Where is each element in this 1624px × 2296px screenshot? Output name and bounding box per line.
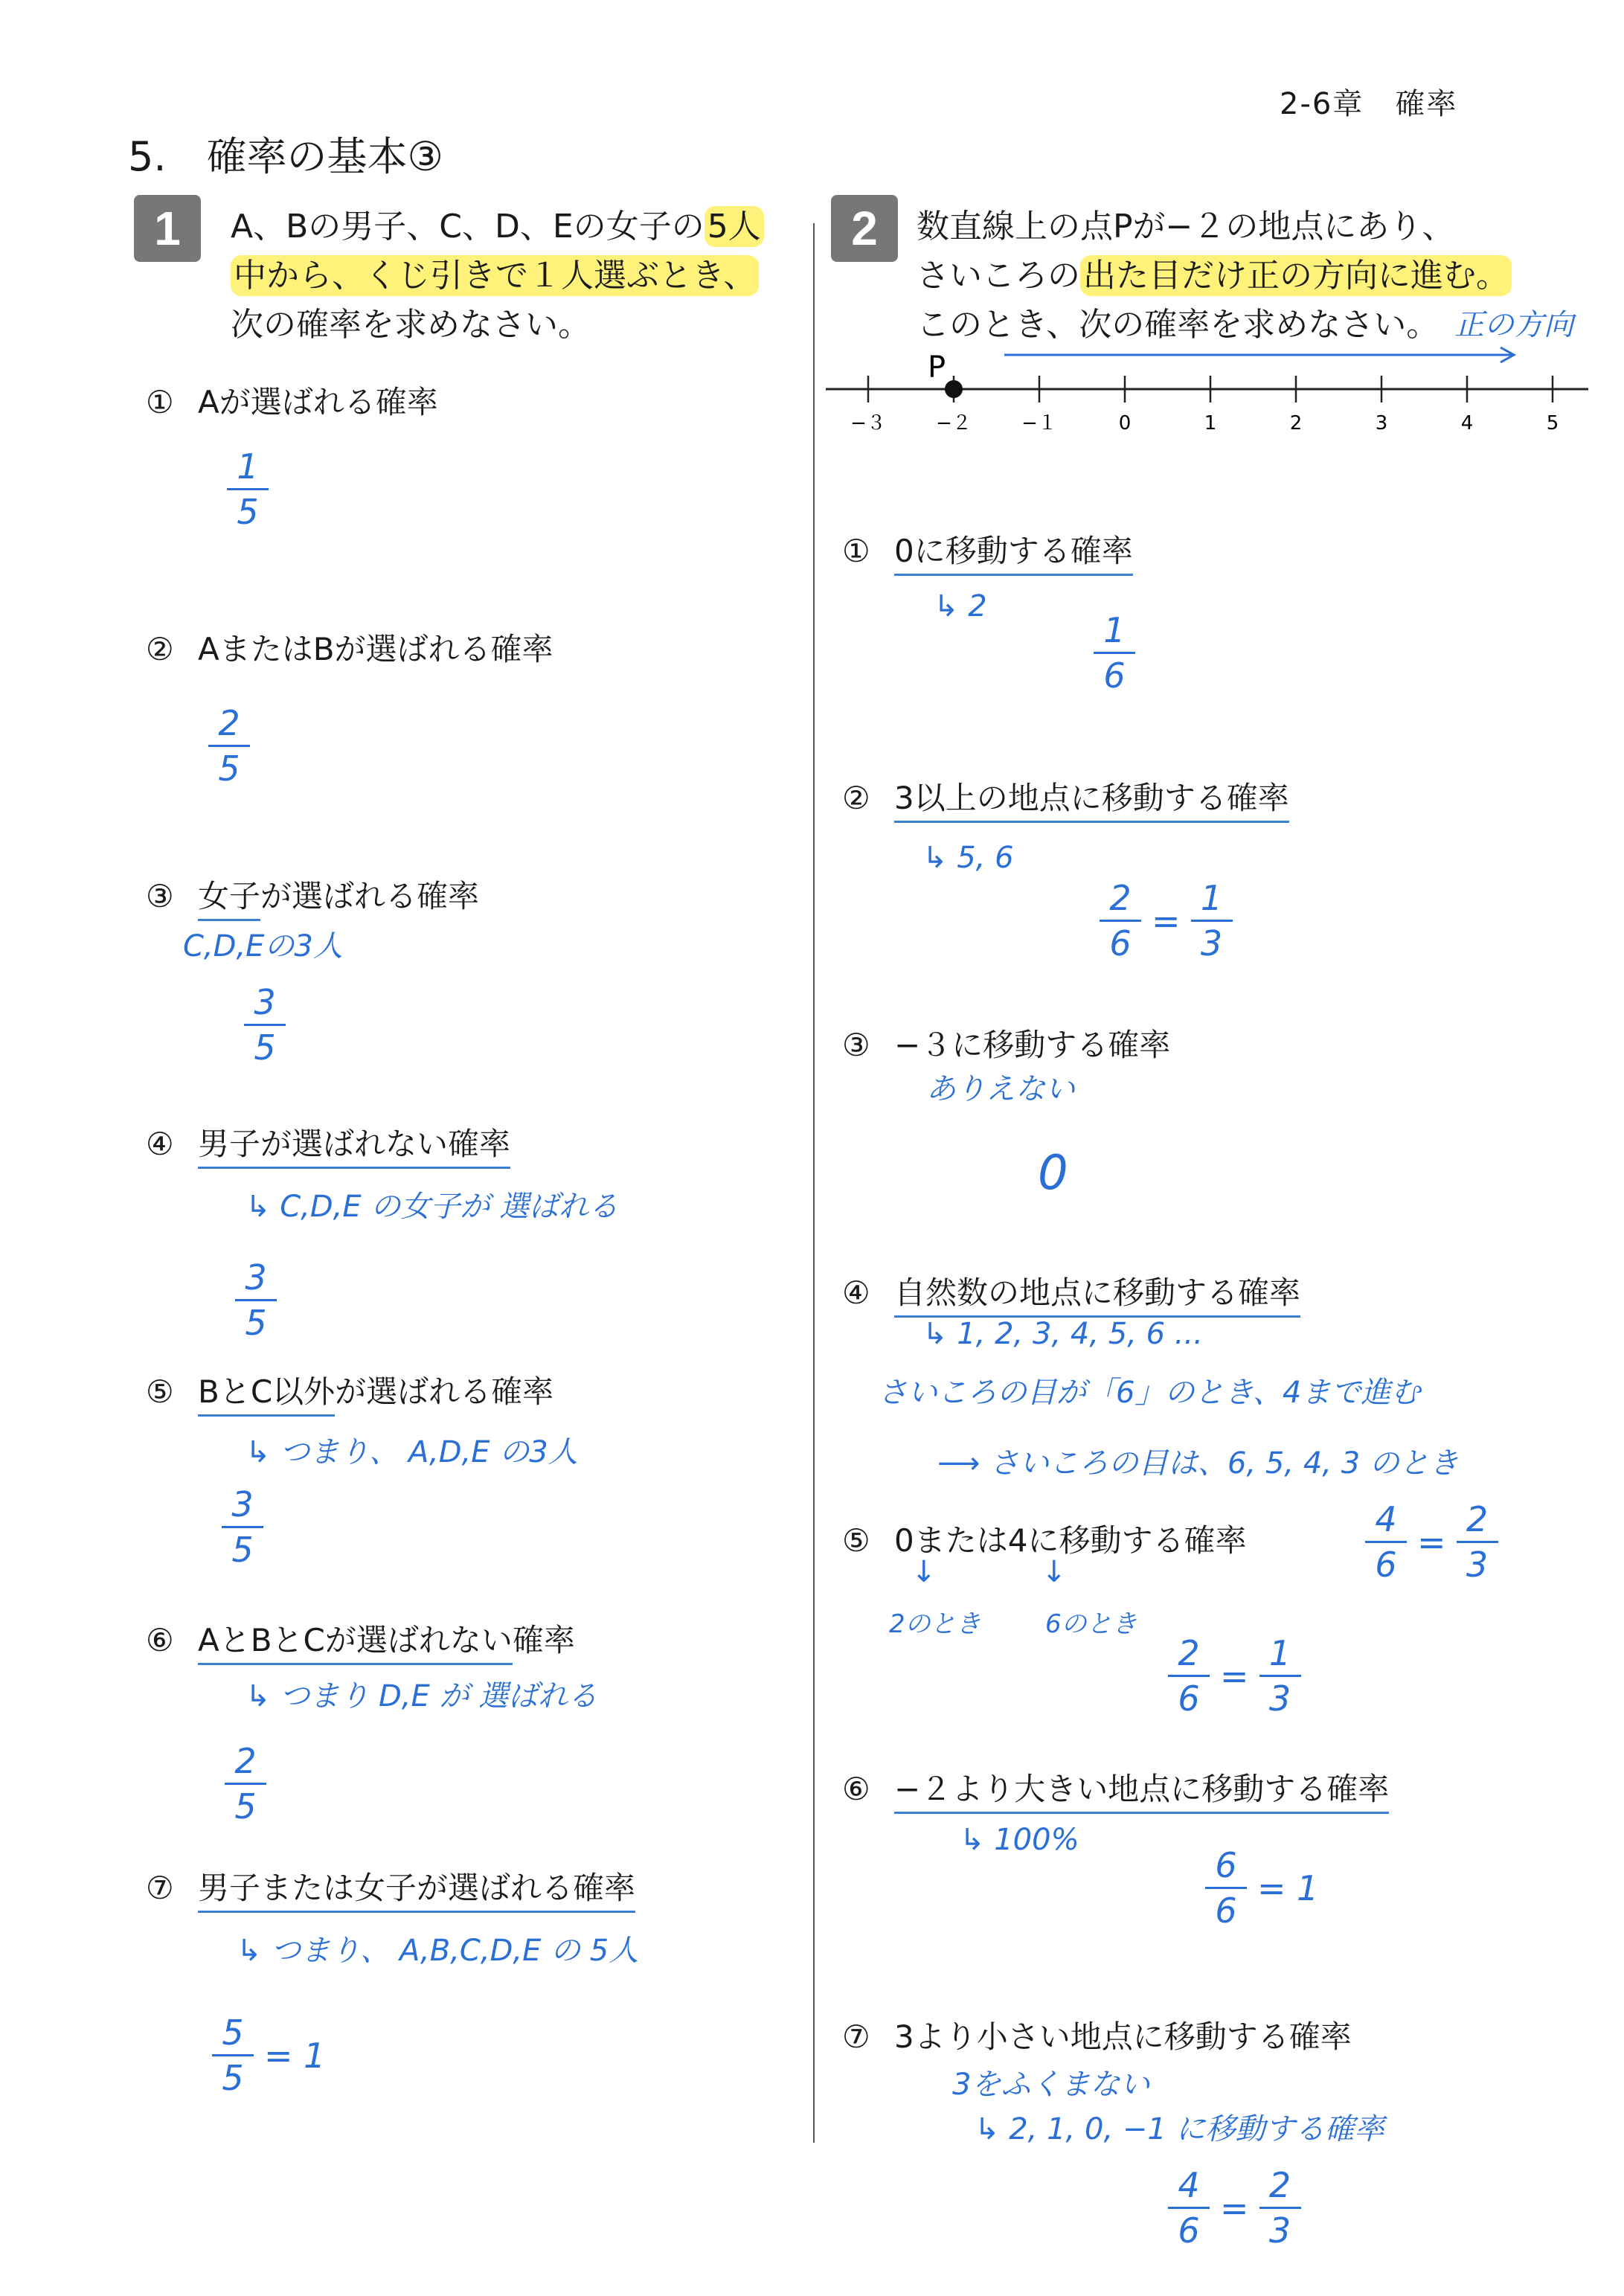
s2-answer-3: 0 xyxy=(1038,1146,1068,1201)
intro1-line3: 次の確率を求めなさい。 xyxy=(231,306,591,344)
question-text: 確率 xyxy=(512,1622,575,1658)
question-text: 3より小さい地点に移動する確率 xyxy=(894,2018,1352,2055)
question-text: Aが選ばれる確率 xyxy=(198,384,438,420)
s2-note-3: ありえない xyxy=(926,1072,1075,1106)
numerator: 3 xyxy=(254,982,276,1022)
s2-note-2: ↳ 5, 6 xyxy=(922,841,1014,875)
number-line-tick-label: 4 xyxy=(1460,412,1474,434)
question-text-underlined: AとBとCが選ばれない xyxy=(198,1622,513,1665)
denominator: 6 xyxy=(1178,1678,1200,1719)
s2-note-6: ↳ 100% xyxy=(960,1823,1079,1857)
s2-answer-2 xyxy=(1100,878,1233,963)
s2-note-4b: さいころの目が「6」のとき、4まで進む xyxy=(878,1376,1421,1410)
denominator: 5 xyxy=(254,1027,276,1068)
question-text: 3以上の地点に移動する確率 xyxy=(894,780,1289,823)
numerator: 2 xyxy=(1466,1499,1489,1539)
question-number: ② xyxy=(842,780,870,816)
number-line xyxy=(822,339,1596,443)
numerator: 1 xyxy=(1103,610,1126,650)
s1-note-6: ↳ つまり D,E が 選ばれる xyxy=(245,1679,598,1713)
denominator: 3 xyxy=(1268,2210,1291,2251)
question-text: 0または4に移動する確率 xyxy=(894,1522,1247,1559)
question-text: AまたはBが選ばれる確率 xyxy=(198,631,553,667)
s1-answer-6 xyxy=(225,1741,266,1827)
numerator: 4 xyxy=(1375,1499,1397,1539)
question-number: ⑤ xyxy=(842,1522,870,1559)
s1-question-1 xyxy=(146,378,438,423)
number-line-tick-label: 5 xyxy=(1546,412,1559,434)
section1-badge: 1 xyxy=(134,195,201,262)
s1-question-3 xyxy=(146,872,479,917)
point-p-label: P xyxy=(928,350,946,385)
denominator: 6 xyxy=(1109,923,1132,963)
s2-answer-5 xyxy=(1168,1633,1301,1719)
s1-answer-2 xyxy=(208,703,250,789)
number-line-tick-label: 2 xyxy=(1289,412,1303,434)
intro1-line1: A、Bの男子、C、D、Eの女子の xyxy=(231,208,705,246)
question-number: ⑤ xyxy=(146,1373,174,1410)
s2-note-1: ↳ 2 xyxy=(934,589,987,623)
s1-question-4 xyxy=(146,1120,510,1164)
denominator: 3 xyxy=(1200,923,1223,963)
denominator: 3 xyxy=(1466,1545,1489,1585)
s2-answer-7 xyxy=(1168,2165,1301,2251)
question-text: 男子または女子が選ばれる確率 xyxy=(198,1870,635,1913)
numerator: 6 xyxy=(1215,1845,1237,1885)
s2-note-5b-arrow: ↓ xyxy=(1042,1555,1067,1589)
s2-note-5b: 6のとき xyxy=(1045,1609,1137,1639)
s1-question-2 xyxy=(146,625,553,670)
question-number: ⑦ xyxy=(146,1870,174,1906)
s2-note-5a: 2のとき xyxy=(889,1609,981,1639)
equals-sign: = xyxy=(1152,900,1181,941)
question-number: ⑥ xyxy=(146,1622,174,1658)
numerator: 1 xyxy=(1268,1633,1291,1673)
s2-question-2 xyxy=(842,774,1289,818)
s1-answer-4 xyxy=(235,1257,277,1343)
question-text: が選ばれる確率 xyxy=(260,878,480,914)
question-text: −３に移動する確率 xyxy=(894,1027,1171,1063)
denominator: 6 xyxy=(1178,2210,1200,2251)
s2-answer-6 xyxy=(1205,1845,1318,1931)
s2-question-4 xyxy=(842,1269,1300,1313)
numerator: 1 xyxy=(237,446,259,487)
numerator: 2 xyxy=(1178,1633,1200,1673)
numerator: 3 xyxy=(245,1257,267,1298)
s1-answer-7 xyxy=(212,2013,325,2098)
s1-question-7 xyxy=(146,1864,635,1908)
s2-answer-4 xyxy=(1365,1499,1498,1585)
question-number: ① xyxy=(146,384,174,420)
question-text: 自然数の地点に移動する確率 xyxy=(894,1274,1300,1318)
number-line-tick-label: −３ xyxy=(850,412,886,434)
question-text-underlined: BとC以外 xyxy=(198,1373,335,1417)
column-divider xyxy=(813,223,815,2143)
number-line-tick-label: −１ xyxy=(1021,412,1057,434)
s2-note-7b: ↳ 2, 1, 0, −1 に移動する確率 xyxy=(975,2112,1384,2146)
section2-intro xyxy=(917,202,1512,350)
denominator: 5 xyxy=(237,492,259,532)
chapter-label: 2-6章 確率 xyxy=(1280,87,1458,121)
question-number: ① xyxy=(842,533,870,569)
question-number: ③ xyxy=(842,1027,870,1063)
section2-badge: 2 xyxy=(831,195,898,262)
numerator: 3 xyxy=(231,1484,254,1524)
number-line-tick-label: 0 xyxy=(1118,412,1132,434)
denominator: 5 xyxy=(245,1303,267,1343)
number-line-tick-label: 3 xyxy=(1375,412,1388,434)
answer-equals: = 1 xyxy=(264,2035,326,2076)
page-title: 5. 確率の基本③ xyxy=(128,133,443,180)
s2-note-5a-arrow: ↓ xyxy=(911,1555,937,1589)
intro2-highlight: 出た目だけ正の方向に進む。 xyxy=(1080,255,1512,296)
intro2-line1: 数直線上の点Pが−２の地点にあり、 xyxy=(917,208,1455,246)
s2-note-4c: ⟶ さいころの目は、6, 5, 4, 3 のとき xyxy=(937,1446,1459,1481)
question-number: ⑦ xyxy=(842,2018,870,2055)
denominator: 5 xyxy=(218,748,240,789)
s1-answer-1 xyxy=(227,446,269,532)
arrow-note: 正の方向 xyxy=(1454,308,1573,342)
equals-sign: = xyxy=(1417,1521,1446,1562)
question-text: 男子が選ばれない確率 xyxy=(198,1126,510,1169)
question-number: ⑥ xyxy=(842,1771,870,1807)
s1-note-5: ↳ つまり、 A,D,E の3人 xyxy=(245,1435,578,1469)
point-p-marker xyxy=(945,380,963,398)
s1-note-4: ↳ C,D,E の女子が 選ばれる xyxy=(245,1190,619,1224)
numerator: 2 xyxy=(218,703,240,743)
numerator: 1 xyxy=(1200,878,1223,918)
denominator: 5 xyxy=(231,1530,254,1570)
s1-question-5 xyxy=(146,1367,553,1412)
section1-intro xyxy=(231,202,764,350)
equals-sign: = xyxy=(1220,2187,1249,2228)
question-number: ② xyxy=(146,631,174,667)
s2-note-4a: ↳ 1, 2, 3, 4, 5, 6 ... xyxy=(922,1317,1203,1351)
numerator: 2 xyxy=(1268,2165,1291,2205)
s1-question-6 xyxy=(146,1616,575,1661)
intro1-highlight2: 中から、くじ引きで１人選ぶとき、 xyxy=(231,255,759,296)
intro2-line2: さいころの xyxy=(917,257,1080,295)
denominator: 5 xyxy=(222,2058,244,2098)
number-line-tick-label: 1 xyxy=(1204,412,1217,434)
denominator: 6 xyxy=(1103,655,1126,696)
intro1-highlight1: 5人 xyxy=(705,206,764,247)
s2-note-7a: 3をふくまない xyxy=(952,2068,1150,2102)
s2-question-3 xyxy=(842,1021,1170,1065)
question-text-underlined: 女子 xyxy=(198,878,260,921)
s2-question-7 xyxy=(842,2013,1352,2057)
numerator: 2 xyxy=(1109,878,1132,918)
numerator: 5 xyxy=(222,2013,244,2053)
numerator: 2 xyxy=(234,1741,257,1781)
s1-note-3: C,D,Eの3人 xyxy=(183,929,343,963)
s2-question-5 xyxy=(842,1516,1246,1561)
question-number: ④ xyxy=(842,1274,870,1311)
s2-answer-1 xyxy=(1094,610,1135,696)
question-number: ④ xyxy=(146,1126,174,1162)
number-line-tick-label: −２ xyxy=(936,412,972,434)
intro2-line3: このとき、次の確率を求めなさい。 xyxy=(917,306,1440,344)
question-text: が選ばれる確率 xyxy=(335,1373,554,1410)
denominator: 6 xyxy=(1215,1891,1237,1931)
question-text: 0に移動する確率 xyxy=(894,533,1133,576)
s2-question-6 xyxy=(842,1765,1389,1809)
s1-answer-5 xyxy=(222,1484,263,1570)
denominator: 3 xyxy=(1268,1678,1291,1719)
question-text: −２より大きい地点に移動する確率 xyxy=(894,1771,1389,1814)
denominator: 5 xyxy=(234,1786,257,1827)
answer-equals: = 1 xyxy=(1257,1867,1319,1908)
question-number: ③ xyxy=(146,878,174,914)
equals-sign: = xyxy=(1220,1655,1249,1696)
denominator: 6 xyxy=(1375,1545,1397,1585)
numerator: 4 xyxy=(1178,2165,1200,2205)
s1-note-7: ↳ つまり、 A,B,C,D,E の 5人 xyxy=(237,1934,639,1968)
s1-answer-3 xyxy=(244,982,286,1068)
s2-question-1 xyxy=(842,527,1133,571)
